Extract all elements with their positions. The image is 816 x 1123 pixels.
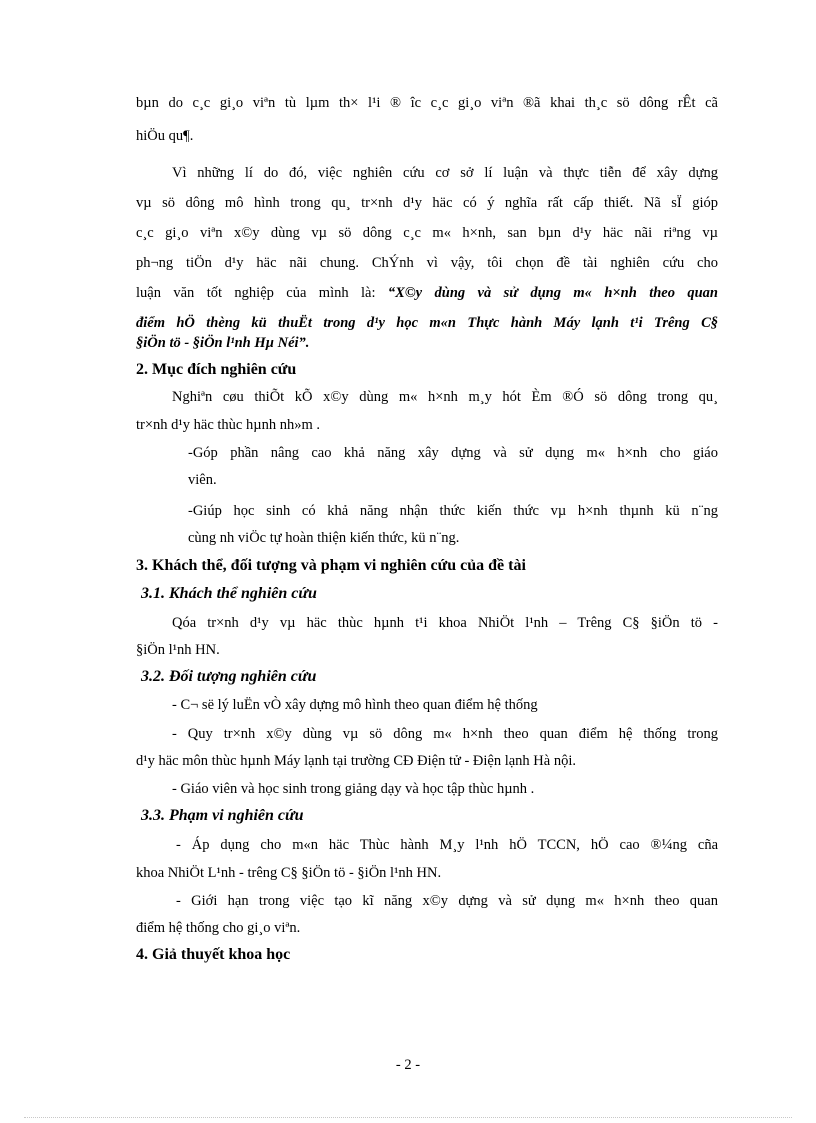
body-line: vµ sö dông mô hình trong qu¸ tr×nh d¹y häc có ý nghĩa rất cấp thiết. Nã sÏ gióp — [136, 195, 718, 211]
body-line: ph¬ng tiÖn d¹y häc nãi chung. ChÝnh vì vậy, tôi chọn đề tài nghiên cứu cho — [136, 255, 718, 271]
bullet-item: cùng nh viÖc tự hoàn thiện kiến thức, kü n¨ng. — [188, 530, 460, 546]
body-line: - Giáo viên và học sinh trong giảng dạy và học tập thùc hµnh . — [172, 781, 535, 797]
thesis-title-line — [136, 283, 718, 303]
body-line: hiÖu qu¶. — [136, 128, 194, 144]
body-line: điểm hệ thống cho gi¸o viªn. — [136, 920, 301, 936]
body-line: - Giới hạn trong việc tạo kĩ năng x©y dựng và sử dụng m« h×nh theo quan — [176, 893, 718, 909]
body-line: tr×nh d¹y häc thùc hµnh nh»m . — [136, 417, 320, 433]
body-text: luận văn tốt nghiệp của mình là: — [136, 285, 376, 301]
section-heading: 3. Khách thể, đối tượng và phạm vi nghiên cứu của đề tài — [136, 557, 526, 574]
body-line: bµn do c¸c gi¸o viªn tù lµm th× l¹i ® îc c¸c gi¸o viªn ®ã khai th¸c sö dông rÊt cã — [136, 95, 718, 111]
body-line: - Quy tr×nh x©y dùng vµ sö dông m« h×nh theo quan điểm hệ thống trong — [172, 726, 718, 742]
bullet-item: viên. — [188, 472, 217, 488]
body-line: §iÖn l¹nh HN. — [136, 642, 220, 658]
bullet-item: -Góp phần nâng cao khả năng xây dựng và sử dụng m« h×nh cho giáo — [188, 445, 718, 461]
thesis-title: điểm hÖ thèng kü thuËt trong d¹y học m«n Thực hành Máy lạnh t¹i Trêng C§ — [136, 315, 718, 331]
subsection-heading: 3.1. Khách thể nghiên cứu — [141, 585, 317, 602]
body-line: c¸c gi¸o viªn x©y dùng vµ sö dông c¸c m« h×nh, san bµn d¹y häc nãi riªng vµ — [136, 225, 718, 241]
page-number: - 2 - — [395, 1057, 421, 1073]
section-heading: 2. Mục đích nghiên cứu — [136, 361, 297, 378]
page-bottom-divider — [24, 1117, 792, 1118]
thesis-title: §iÖn tö - §iÖn l¹nh Hµ Néi”. — [136, 335, 310, 351]
subsection-heading: 3.2. Đối tượng nghiên cứu — [141, 668, 317, 685]
body-line: khoa NhiÖt L¹nh - trêng C§ §iÖn tö - §iÖn l¹nh HN. — [136, 865, 442, 881]
bullet-item: -Giúp học sinh có khả năng nhận thức kiến thức vµ h×nh thµnh kü n¨ng — [188, 503, 718, 519]
thesis-title: “X©y dùng và sử dụng m« h×nh theo quan — [387, 285, 718, 301]
body-line: Vì những lí do đó, việc nghiên cứu cơ sở lí luận và thực tiễn để xây dựng — [172, 165, 718, 181]
body-line: - C¬ së lý luËn vÒ xây dựng mô hình theo quan điểm hệ thống — [172, 697, 538, 713]
body-line: - Áp dụng cho m«n häc Thùc hành M¸y l¹nh hÖ TCCN, hÖ cao ®¼ng cña — [176, 837, 718, 853]
body-line: Qóa tr×nh d¹y vµ häc thùc hµnh t¹i khoa NhiÖt l¹nh – Trêng C§ §iÖn tö - — [172, 615, 718, 631]
section-heading: 4. Giả thuyết khoa học — [136, 946, 291, 963]
subsection-heading: 3.3. Phạm vi nghiên cứu — [141, 807, 304, 824]
body-line: d¹y häc môn thùc hµnh Máy lạnh tại trường CĐ Điện tử - Điện lạnh Hà nội. — [136, 753, 576, 769]
body-line: Nghiªn cøu thiÕt kÕ x©y dùng m« h×nh m¸y hót Èm ®Ó sö dông trong qu¸ — [172, 389, 718, 405]
